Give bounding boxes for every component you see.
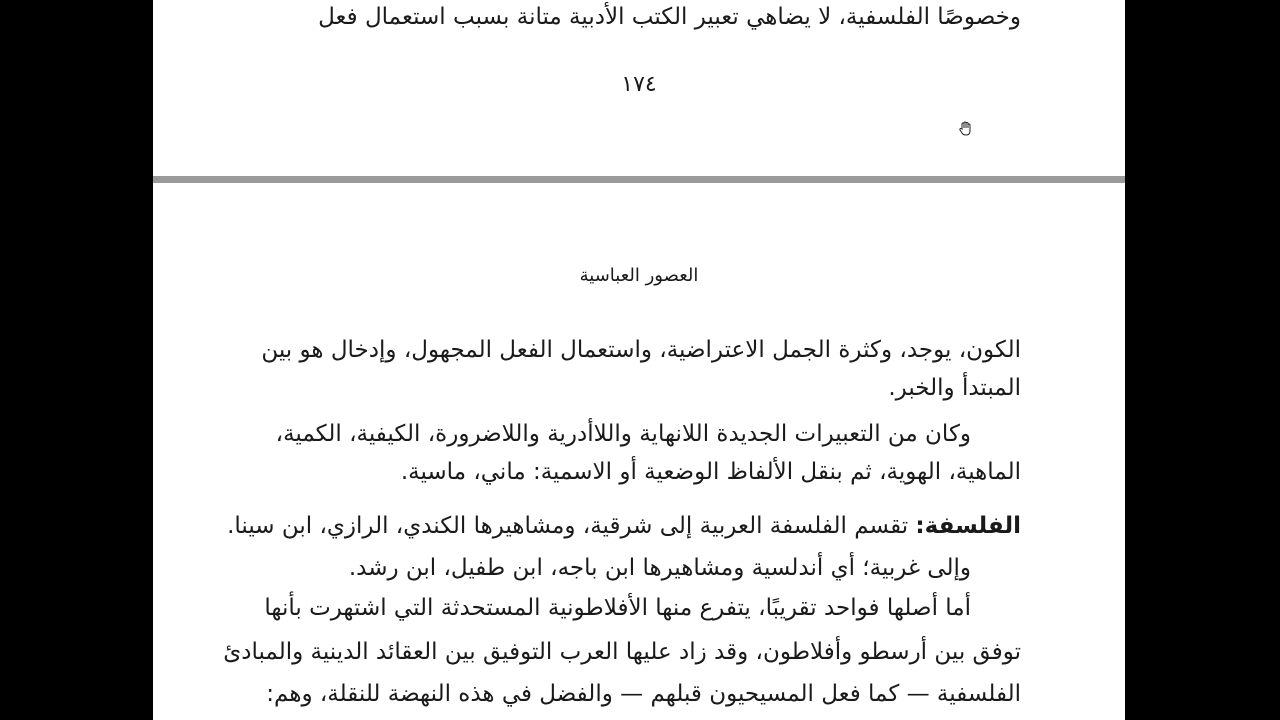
previous-page xyxy=(153,0,1125,176)
page-separator xyxy=(153,176,1125,183)
text-line-2: المبتدأ والخبر. xyxy=(888,375,1021,401)
previous-page-last-line: وخصوصًا الفلسفية، لا يضاهي تعبير الكتب الأدبية متانة بسبب استعمال فعل xyxy=(318,4,1021,30)
page-number: ١٧٤ xyxy=(621,72,657,97)
hand-cursor-icon xyxy=(957,120,975,138)
text-line-5 xyxy=(227,511,1021,541)
text-line-8: توفق بين أرسطو وأفلاطون، وقد زاد عليها العرب التوفيق بين العقائد الدينية والمبادئ xyxy=(223,639,1021,665)
text-line-4: الماهية، الهوية، ثم بنقل الألفاظ الوضعية أو الاسمية: ماني، ماسية. xyxy=(400,459,1021,485)
text-line-9: الفلسفية — كما فعل المسيحيون قبلهم — والفضل في هذه النهضة للنقلة، وهم: xyxy=(266,681,1021,707)
text-line-5-body: تقسم الفلسفة العربية إلى شرقية، ومشاهيرها الكندي، الرازي، ابن سينا. xyxy=(227,513,909,539)
section-term-philosophy: الفلسفة: xyxy=(915,513,1021,539)
text-line-7: أما أصلها فواحد تقريبًا، يتفرع منها الأفلاطونية المستحدثة التي اشتهرت بأنها xyxy=(264,595,971,621)
running-header: العصور العباسية xyxy=(579,265,699,286)
current-page xyxy=(153,183,1125,720)
text-line-6: وإلى غربية؛ أي أندلسية ومشاهيرها ابن باجه، ابن طفيل، ابن رشد. xyxy=(348,555,971,581)
text-line-3: وكان من التعبيرات الجديدة اللانهاية واللاأدرية واللاضرورة، الكيفية، الكمية، xyxy=(275,421,971,447)
text-line-1: الكون، يوجد، وكثرة الجمل الاعتراضية، واستعمال الفعل المجهول، وإدخال هو بين xyxy=(261,337,1021,363)
